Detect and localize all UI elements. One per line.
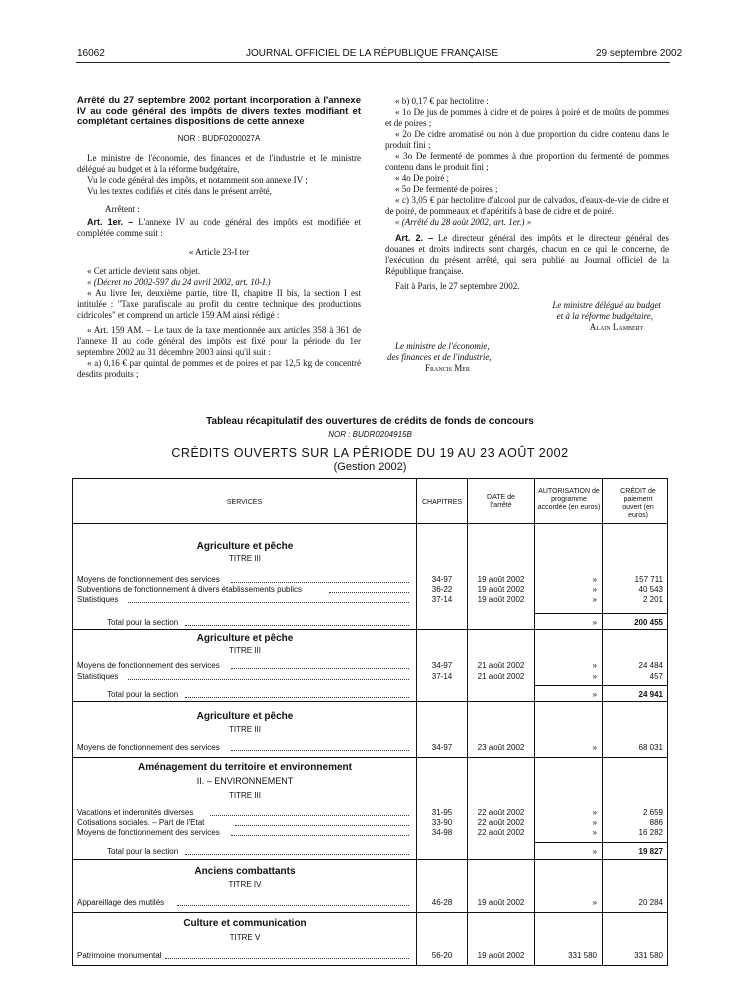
tableau-subheading: (Gestion 2002) <box>333 461 407 473</box>
signature-2-line-2: des finances et de l'industrie, <box>387 352 492 362</box>
row-autorisation: 331 580 <box>568 951 597 960</box>
row-autorisation: » <box>592 828 597 837</box>
row-date: 19 août 2002 <box>477 898 525 907</box>
row-credit: 886 <box>649 818 663 827</box>
row-date: 22 août 2002 <box>477 818 525 827</box>
row-credit: 16 282 <box>638 828 663 837</box>
total-rule-top <box>535 613 667 614</box>
row-chapitre: 34-97 <box>431 575 453 584</box>
row-service: Moyens de fonctionnement des services <box>77 661 220 670</box>
total-credit: 200 455 <box>634 618 663 627</box>
row-service: Appareillage des mutilés <box>77 898 165 907</box>
article-ref: « Article 23-I ter <box>188 246 250 257</box>
row-autorisation: » <box>592 672 597 681</box>
total-autorisation: » <box>592 847 597 856</box>
row-leader-dots <box>231 835 409 836</box>
section-divider <box>73 912 667 913</box>
para-decret-ref: « (Décret no 2002-597 du 24 avril 2002, art. 10-I.) <box>87 276 271 287</box>
total-autorisation: » <box>592 690 597 699</box>
row-date: 21 août 2002 <box>477 672 525 681</box>
row-leader-dots <box>329 592 409 593</box>
row-credit: 24 484 <box>638 661 663 670</box>
row-chapitre: 56-20 <box>431 951 453 960</box>
journal-title: JOURNAL OFFICIEL DE LA RÉPUBLIQUE FRANÇAISE <box>246 48 499 59</box>
para-taux-c: « c) 3,05 € par hectolitre d'alcool pur de calvados, d'eaux-de-vie de cidre et de poiré, de pommeaux et d'apéritifs à base de cidre et de poiré. <box>385 195 669 216</box>
row-credit: 40 543 <box>638 585 663 594</box>
row-credit: 2 659 <box>642 808 663 817</box>
total-label: Total pour la section <box>107 618 179 627</box>
left-column <box>77 96 361 380</box>
preamble-ministers: Le ministre de l'économie, des finances et de l'industrie et le ministre délégué au budget et à la réforme budgétaire, <box>77 152 361 174</box>
row-chapitre: 46-28 <box>431 898 453 907</box>
row-leader-dots <box>210 815 409 816</box>
row-autorisation: » <box>592 661 597 670</box>
row-autorisation: » <box>592 595 597 604</box>
section-divider <box>73 629 667 630</box>
row-chapitre: 34-98 <box>431 828 453 837</box>
total-label: Total pour la section <box>107 690 179 699</box>
row-leader-dots <box>231 668 409 669</box>
row-credit: 20 284 <box>638 898 663 907</box>
row-service: Moyens de fonctionnement des services <box>77 828 220 837</box>
item-2: « 2o De cidre aromatisé ou non à due proportion du cidre contenu dans le produit fini ; <box>385 129 669 150</box>
row-date: 19 août 2002 <box>477 595 525 604</box>
signature-2-name: Francis Mer <box>425 363 470 373</box>
row-service: Statistiques <box>77 672 119 681</box>
section-titre: TITRE III <box>229 646 261 655</box>
row-chapitre: 36-22 <box>431 585 453 594</box>
section-divider <box>73 701 667 702</box>
item-5: « 5o De fermenté de poires ; <box>395 184 498 194</box>
row-autorisation: » <box>592 743 597 752</box>
row-chapitre: 34-97 <box>431 743 453 752</box>
col-header-credit: CRÉDIT de paiement ouvert (en euros) <box>620 488 656 519</box>
art2-text: Le directeur général des impôts et le directeur général des douanes et droits indirects sont chargés, chacun en ce qui le concerne, de l'exécution du présent arrêté, qui sera publié au Journal officiel de la République française. <box>385 233 670 276</box>
row-chapitre: 31-95 <box>431 808 453 817</box>
row-service: Vacations et indemnités diverses <box>77 808 194 817</box>
row-date: 22 août 2002 <box>477 808 525 817</box>
section-titre: TITRE V <box>229 933 261 942</box>
col-header-services: SERVICES <box>226 499 263 506</box>
row-autorisation: » <box>592 575 597 584</box>
row-leader-dots <box>235 825 409 826</box>
preamble-vu-textes: Vu les textes codifiés et cités dans le présent arrêté, <box>87 185 272 196</box>
section-name: Anciens combattants <box>194 866 296 877</box>
item-1: « 1o De jus de pommes à cidre et de poires à poiré et de moûts de pommes et de poires ; <box>385 107 669 128</box>
col-header-autorisation: AUTORISATION de programme accordée (en euros) <box>537 488 601 511</box>
item-3: « 3o De fermenté de pommes à due proportion du fermenté de pommes contenu dans le produit fini ; <box>385 151 669 172</box>
signature-1-line-1: Le ministre délégué au budget <box>552 300 661 310</box>
row-date: 19 août 2002 <box>477 951 525 960</box>
row-date: 19 août 2002 <box>477 585 525 594</box>
total-leader-dots <box>185 625 409 626</box>
row-chapitre: 37-14 <box>431 595 453 604</box>
section-name: Aménagement du territoire et environnement <box>138 762 352 773</box>
section-name: Agriculture et pêche <box>196 541 294 552</box>
tableau-heading: CRÉDITS OUVERTS SUR LA PÉRIODE DU 19 AU 23 AOÛT 2002 <box>171 446 569 460</box>
total-rule-top <box>535 842 667 843</box>
row-leader-dots <box>128 602 409 603</box>
signature-1-name: Alain Lambert <box>589 322 643 332</box>
section-name: Agriculture et pêche <box>196 633 294 644</box>
section-divider <box>73 757 667 758</box>
art2-label: Art. 2. – <box>395 233 434 243</box>
row-chapitre: 33-90 <box>431 818 453 827</box>
row-autorisation: » <box>592 898 597 907</box>
signature-1-line-2: et à la réforme budgétaire, <box>556 311 653 321</box>
row-leader-dots <box>231 750 409 751</box>
art1-text: L'annexe IV au code général des impôts est modifiée et complétée comme suit : <box>77 216 362 238</box>
col-header-date: DATE de l'arrêté <box>487 494 515 509</box>
section-titre: TITRE III <box>229 554 261 563</box>
row-credit: 68 031 <box>638 743 663 752</box>
para-art-159am: « Art. 159 AM. – Le taux de la taxe mentionnée aux articles 358 à 361 de l'annexe II au code général des impôts est fixé pour la période du 1er septembre 2002 au 31 décembre 2003 ainsi qu'il suit : <box>77 324 361 357</box>
row-autorisation: » <box>592 808 597 817</box>
section-subtitle: II. – ENVIRONNEMENT <box>196 776 294 786</box>
row-date: 22 août 2002 <box>477 828 525 837</box>
section-divider <box>73 859 667 860</box>
para-taux-b: « b) 0,17 € par hectolitre : <box>395 96 489 106</box>
row-date: 19 août 2002 <box>477 575 525 584</box>
total-leader-dots <box>185 697 409 698</box>
row-autorisation: » <box>592 585 597 594</box>
decree-title: Arrêté du 27 septembre 2002 portant incorporation à l'annexe IV au code général des impôts de divers textes modifiant et complétant certaines dispositions de cette annexe <box>77 95 361 127</box>
para-taux-a: « a) 0,16 € par quintal de pommes et de poires et par 12,5 kg de concentré desdits produits ; <box>77 357 361 379</box>
row-service: Moyens de fonctionnement des services <box>77 575 220 584</box>
arrete-ref: « (Arrêté du 28 août 2002, art. 1er.) » <box>395 217 532 227</box>
para-sans-objet: « Cet article devient sans objet. <box>87 265 200 276</box>
row-credit: 2 201 <box>642 595 663 604</box>
issue-date: 29 septembre 2002 <box>596 48 683 59</box>
section-titre: TITRE IV <box>228 880 262 889</box>
tableau-nor: NOR : BUDR0204915B <box>328 430 412 439</box>
art1-label: Art. 1er. – <box>87 216 134 227</box>
row-leader-dots <box>165 958 409 959</box>
total-label: Total pour la section <box>107 847 179 856</box>
fait-a-paris: Fait à Paris, le 27 septembre 2002. <box>395 281 520 291</box>
section-titre: TITRE III <box>229 791 261 800</box>
credits-table <box>72 478 668 966</box>
signature-2-line-1: Le ministre de l'économie, <box>395 341 490 351</box>
total-credit: 24 941 <box>638 690 663 699</box>
row-service: Cotisations sociales. – Part de l'Etat <box>77 818 205 827</box>
row-service: Statistiques <box>77 595 119 604</box>
right-column <box>385 96 669 374</box>
total-rule-top <box>535 685 667 686</box>
row-credit: 457 <box>649 672 663 681</box>
row-leader-dots <box>177 905 409 906</box>
para-livre: « Au livre Ier, deuxième partie, titre II, chapitre II bis, la section I est intitulée : "Taxe parafiscale au profit du centre technique des productions cidricoles" et comprend un article 159 AM ainsi rédigé : <box>77 287 361 320</box>
row-chapitre: 37-14 <box>431 672 453 681</box>
section-name: Agriculture et pêche <box>196 711 294 722</box>
section-name: Culture et communication <box>183 918 307 929</box>
header-rule <box>76 62 670 63</box>
row-leader-dots <box>231 582 409 583</box>
total-credit: 19 827 <box>638 847 663 856</box>
row-service: Subventions de fonctionnement à divers établissements publics <box>77 585 303 594</box>
preamble-vu-code: Vu le code général des impôts, et notamment son annexe IV ; <box>87 174 308 185</box>
arretent: Arrêtent : <box>105 203 140 214</box>
row-service: Moyens de fonctionnement des services <box>77 743 220 752</box>
section-titre: TITRE III <box>229 725 261 734</box>
row-autorisation: » <box>592 818 597 827</box>
col-header-chapitres: CHAPITRES <box>421 499 463 506</box>
row-leader-dots <box>128 679 409 680</box>
row-chapitre: 34-97 <box>431 661 453 670</box>
row-service: Patrimoine monumental <box>77 951 162 960</box>
total-autorisation: » <box>592 618 597 627</box>
row-date: 21 août 2002 <box>477 661 525 670</box>
item-4: « 4o De poiré ; <box>395 173 449 183</box>
decree-nor: NOR : BUDF0200027A <box>177 133 261 143</box>
row-credit: 331 580 <box>634 951 663 960</box>
row-date: 23 août 2002 <box>477 743 525 752</box>
row-credit: 157 711 <box>634 575 663 584</box>
total-leader-dots <box>185 854 409 855</box>
tableau-title: Tableau récapitulatif des ouvertures de crédits de fonds de concours <box>206 416 534 427</box>
page-number: 16062 <box>77 48 105 59</box>
